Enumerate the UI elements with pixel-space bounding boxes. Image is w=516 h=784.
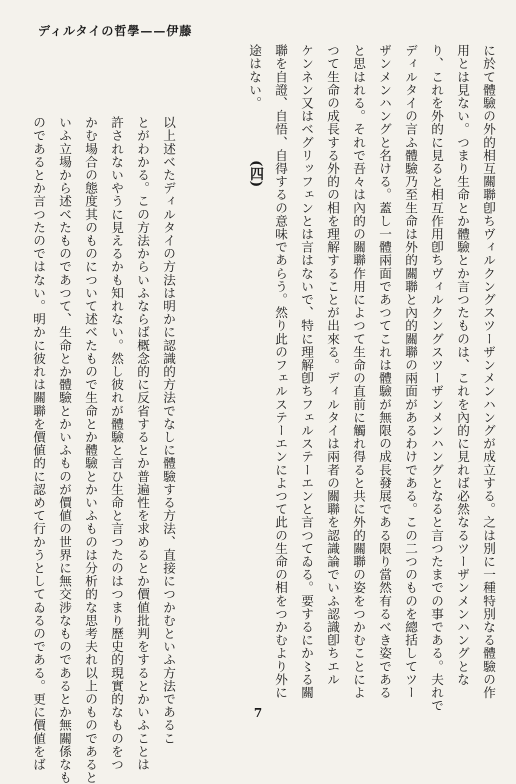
text-column: ディルタイの言ふ體驗乃至生命は外的關聯と內的關聯の兩面があるわけである。この二つのものを總括してツー — [403, 44, 418, 699]
text-column: 許されないやうに見えるかも知れない。然し彼れが體驗と言ひ生命と言つたのはつまり歷史的現實的なものをつ — [109, 116, 124, 771]
text-column: 聯を自證、自悟、自得するの意味であらう。然り此のフェルステーエンによつて此の生命の相をつかむより外に — [273, 44, 288, 699]
text-column: と思はれる。それで吾々は內的の關聯作用によつて生命の直前に觸れ得ると共に外的關聯の姿をつかむことによ — [351, 44, 366, 699]
text-column: かむ場合の態度其のものについて述べたもので生命とか體驗とかいふものは分析的な思考夫れ以上のものであると — [83, 116, 98, 784]
text-column: に於て體驗の外的相互關聯卽ちヴィルクングスツーザンメンハングが成立する。之は別に一種特別なる體驗の作 — [481, 44, 496, 699]
text-column: つて生命の成長する外的の相を理解することが出來る。ディルタイは兩者の關聯を認識論でいふ認識卽ちエル — [325, 44, 340, 686]
text-column: 途はない。 — [247, 44, 262, 110]
text-column: 用とは見ない。つまり生命とか體驗とか言つたものは、これを內的に見れば必然なるツーザンメンハングとな — [455, 44, 470, 686]
text-column: ケンネン又はベグリッフェンとは言はないで、特に理解卽ちフェルステーエンと言つてゐる。要するにか〻る關 — [299, 44, 314, 699]
text-column: り、これを外的に見ると相互作用卽ちヴィルクングスツーザンメンハングとなると言つたまでの事である。夫れで — [429, 44, 444, 713]
page-number: 7 — [253, 706, 263, 720]
text-column: 以上述べたディルタイの方法は明かに認識的方法でなしに體驗する方法、直接につかむといふ方法であるこ — [161, 116, 176, 745]
running-header: ディルタイの哲學——伊藤 — [38, 24, 193, 38]
text-column: いふ立場から述べたものであつて、生命とか體驗とかいふものが價値の世界に無交涉なものであるとか無關係なも — [57, 116, 72, 784]
page-body — [20, 44, 500, 784]
text-column: とがわかる。この方法からいふならば概念的に反省するとか普遍性を求めるとか價値批判をするとかいふことは — [135, 116, 150, 771]
text-column: のであるとか言つたのではない。明かに彼れは關聯を價値的に認めて行かうとしてゐるのである。更に價値をば — [31, 116, 46, 771]
text-column: ザンメンハングと名ける。蓋し一體兩面であつてこれは體驗が無限の成長發展である限り當然有るべき姿である — [377, 44, 392, 699]
section-number: (四) — [248, 160, 264, 188]
